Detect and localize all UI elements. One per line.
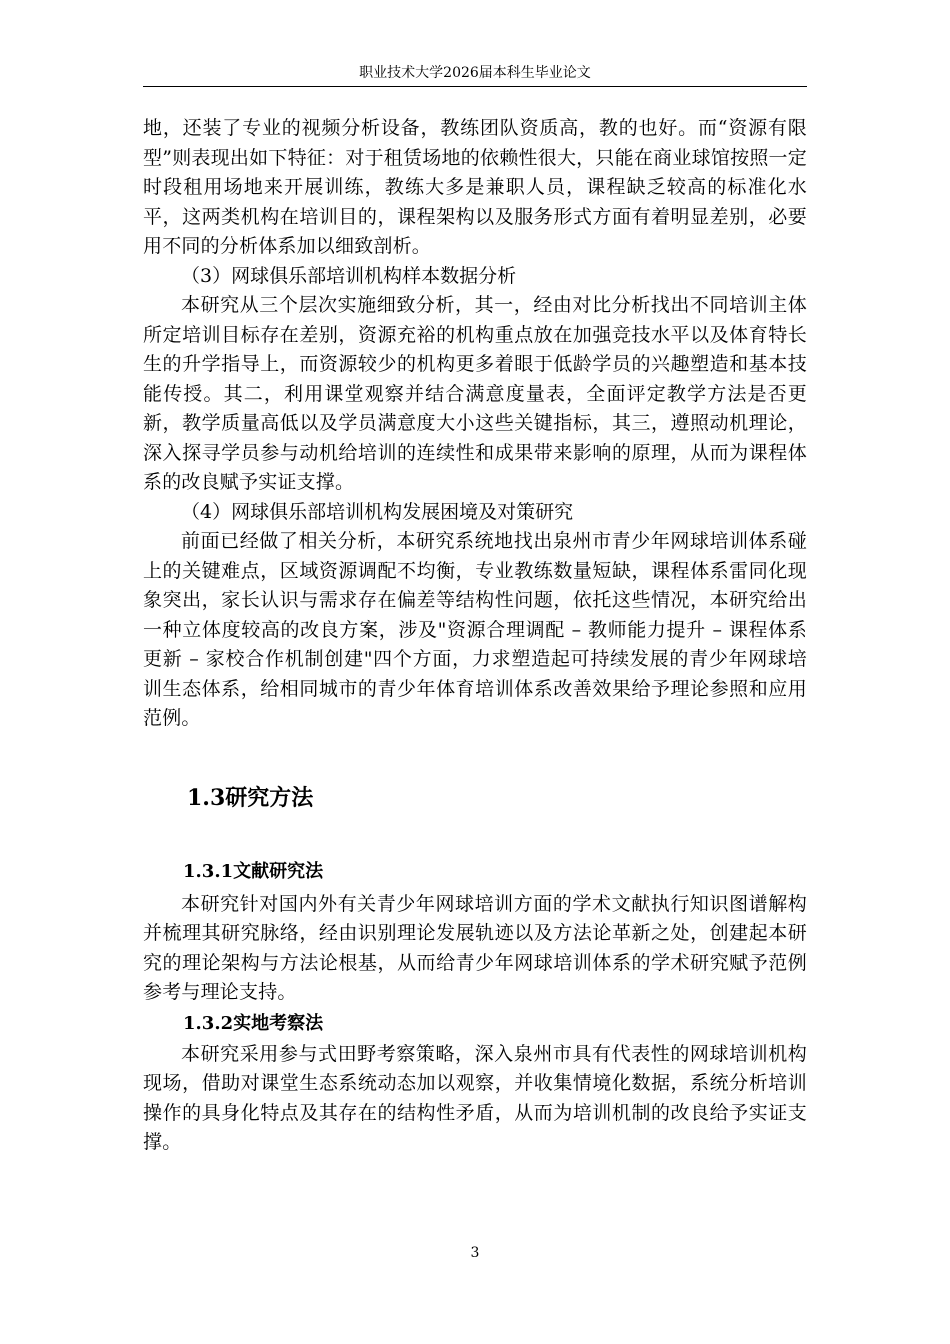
item-label-3: （3）网球俱乐部培训机构样本数据分析 xyxy=(181,264,517,287)
item-label-4: （4）网球俱乐部培训机构发展困境及对策研究 xyxy=(181,500,574,523)
subsection-heading-literature: 1.3.1文献研究法 xyxy=(183,860,324,882)
paragraph-literature-method: 本研究针对国内外有关青少年网球培训方面的学术文献执行知识图谱解构并梳理其研究脉络，经由识别理论发展轨迹以及方法论革新之处，创建起本研究的理论架构与方法论根基，从而给青少年网球培训体系的学术研究赋予范例参考与理论支持。 xyxy=(143,892,807,1003)
page-header xyxy=(143,62,807,87)
paragraph-continued: 地，还装了专业的视频分析设备，教练团队资质高，教的也好。而“资源有限型”则表现出如下特征：对于租赁场地的依赖性很大，只能在商业球馆按照一定时段租用场地来开展训练，教练大多是兼职人员，课程缺乏较高的标准化水平，这两类机构在培训目的，课程架构以及服务形式方面有着明显差别，必要用不同的分析体系加以细致剖析。 xyxy=(143,117,807,257)
subsection-heading-field-study: 1.3.2实地考察法 xyxy=(183,1012,324,1034)
section-heading-research-methods: 1.3研究方法 xyxy=(187,784,314,811)
paragraph-dilemma-strategy: 前面已经做了相关分析，本研究系统地找出泉州市青少年网球培训体系碰上的关键难点，区域资源调配不均衡，专业教练数量短缺，课程体系雷同化现象突出，家长认识与需求存在偏差等结构性问题，依托这些情况，本研究给出一种立体度较高的改良方案，涉及"资源合理调配 – 教师能力提升 – 课程体系更新 – 家校合作机制创建"四个方面，力求塑造起可持续发展的青少年网球培训生态体系，给相同城市的青少年体育培训体系改善效果给予理论参照和应用范例。 xyxy=(143,530,807,729)
header-title: 职业技术大学2026届本科生毕业论文 xyxy=(359,65,591,81)
page-number: 3 xyxy=(470,1245,480,1261)
document-body xyxy=(143,114,807,1158)
paragraph-field-method: 本研究采用参与式田野考察策略，深入泉州市具有代表性的网球培训机构现场，借助对课堂生态系统动态加以观察，并收集情境化数据，系统分析培训操作的具身化特点及其存在的结构性矛盾，从而为培训机制的改良给予实证支撑。 xyxy=(143,1042,807,1153)
paragraph-sample-analysis: 本研究从三个层次实施细致分析，其一，经由对比分析找出不同培训主体所定培训目标存在差别，资源充裕的机构重点放在加强竞技水平以及体育特长生的升学指导上，而资源较少的机构更多着眼于低龄学员的兴趣塑造和基本技能传授。其二，利用课堂观察并结合满意度量表，全面评定教学方法是否更新，教学质量高低以及学员满意度大小这些关键指标，其三，遵照动机理论，深入探寻学员参与动机给培训的连续性和成果带来影响的原理，从而为课程体系的改良赋予实证支撑。 xyxy=(143,294,807,493)
